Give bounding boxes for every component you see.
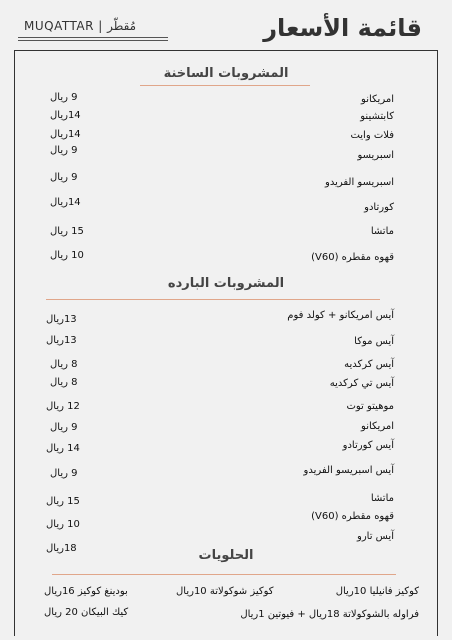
hot-section-rule — [140, 85, 310, 86]
hot-item-price: 10 ريال — [50, 250, 84, 261]
cold-item-name: قهوه مقطره (V60) — [311, 511, 394, 522]
cold-item-name: امريكانو — [361, 421, 394, 432]
hot-item-name: فلات وايت — [350, 130, 394, 141]
hot-item-name: كورتادو — [364, 202, 394, 213]
cold-section-title: المشروبات البارده — [167, 276, 285, 291]
cold-item-name: ماتشا — [370, 493, 394, 504]
cold-item-name: آيس امريكانو + كولد فوم — [287, 310, 394, 321]
cold-item-price: 13ريال — [46, 335, 77, 346]
page-title: قائمة الأسعار — [263, 14, 422, 42]
dessert-item: كيك البيكان 20 ريال — [44, 607, 129, 618]
hot-item-name: كابتشينو — [360, 111, 394, 122]
hot-section-title: المشروبات الساخنة — [163, 66, 289, 81]
cold-item-price: 12 ريال — [46, 401, 80, 412]
cold-item-price: 9 ريال — [50, 422, 78, 433]
desserts-section-rule — [52, 574, 396, 575]
dessert-item: بودينغ كوكيز 16ريال — [44, 586, 128, 597]
hot-item-name: اسبريسو — [357, 150, 394, 161]
hot-item-price: 9 ريال — [50, 145, 78, 156]
dessert-item: كوكيز شوكولاتة 10ريال — [176, 586, 274, 597]
cold-item-price: 10 ريال — [46, 519, 80, 530]
cold-item-price: 8 ريال — [50, 359, 78, 370]
cold-item-price: 14 ريال — [46, 443, 80, 454]
cold-item-name: آيس كركديه — [344, 359, 394, 370]
cold-item-price: 18ريال — [46, 543, 77, 554]
cold-item-price: 13ريال — [46, 314, 77, 325]
cold-item-name: آيس اسبريسو الفريدو — [303, 465, 394, 476]
hot-item-name: قهوه مقطره (V60) — [311, 252, 394, 263]
hot-item-name: ماتشا — [370, 226, 394, 237]
cold-item-name: آيس تارو — [357, 531, 394, 542]
cold-item-price: 9 ريال — [50, 468, 78, 479]
hot-item-price: 9 ريال — [50, 172, 78, 183]
hot-item-name: امريكانو — [361, 94, 394, 105]
cold-section-rule — [46, 299, 380, 300]
hot-item-price: 9 ريال — [50, 92, 78, 103]
brand-name: MUQATTAR | مُقطّر — [24, 19, 137, 33]
cold-item-price: 15 ريال — [46, 496, 80, 507]
cold-item-name: آيس تي كركديه — [329, 378, 394, 389]
brand-underline-2 — [18, 40, 168, 41]
dessert-item: فراوله بالشوكولاتة 18ريال + فيوتين 1ريال — [240, 609, 419, 620]
hot-item-price: 14ريال — [50, 129, 81, 140]
cold-item-price: 8 ريال — [50, 377, 78, 388]
cold-item-name: آيس موكا — [354, 336, 394, 347]
cold-item-name: موهيتو توت — [346, 401, 394, 412]
hot-item-price: 15 ريال — [50, 226, 84, 237]
hot-item-name: اسبريسو الفريدو — [324, 177, 394, 188]
hot-item-price: 14ريال — [50, 197, 81, 208]
desserts-section-title: الحلويات — [198, 548, 254, 563]
dessert-item: كوكيز فانيليا 10ريال — [335, 586, 419, 597]
cold-item-name: آيس كورتادو — [342, 440, 394, 451]
hot-item-price: 14ريال — [50, 110, 81, 121]
brand-underline — [18, 37, 168, 38]
